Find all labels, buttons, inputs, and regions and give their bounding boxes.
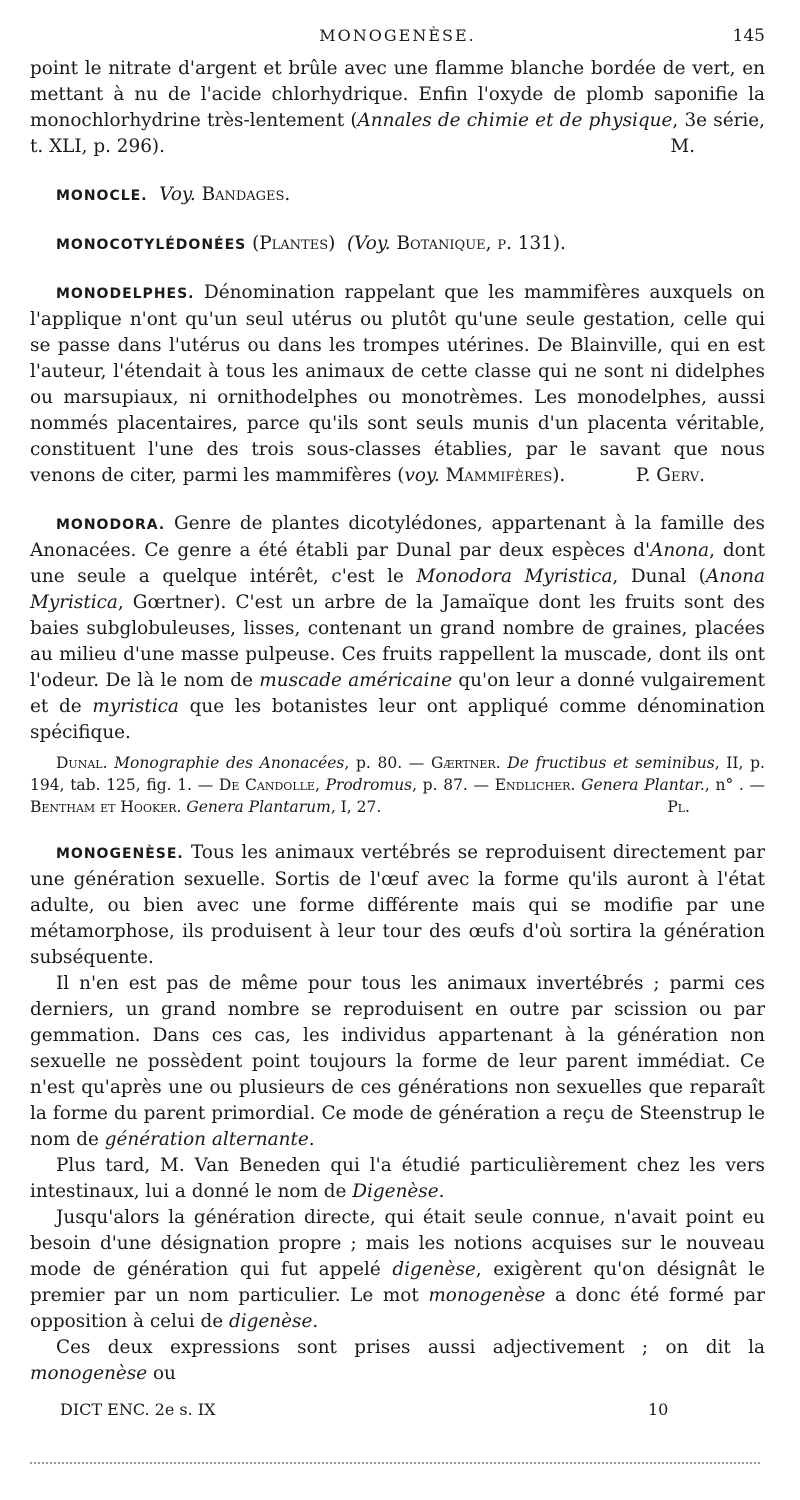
entry-monocotyledonees: MONOCOTYLÉDONÉES (Plantes) (Voy. Botanique, p. 131).: [56, 233, 566, 254]
entry-continuation: point le nitrate d'argent et brûle avec une flamme blanche bordée de vert, en mettant à nu de l'acide chlorhydrique. Enfin l'oxyde de plomb saponifie la monochlorhydrine très-lentement (Annales de chimie et de physique, 3e série, t. XLI, p. 296). M.: [30, 56, 765, 160]
page-number: 145: [732, 26, 765, 46]
page: [30, 26, 765, 1387]
signature-number: 10: [648, 1400, 669, 1419]
paragraph: Plus tard, M. Van Beneden qui l'a étudié particulièrement chez les vers intestinaux, lui a donné le nom de Digenèse.: [30, 1155, 765, 1202]
paragraph: Ces deux expressions sont prises aussi adjectivement ; on dit la monogenèse ou: [30, 1337, 765, 1384]
entry-heading: MONOGENÈSE.: [56, 846, 184, 862]
entry-heading: MONODELPHES.: [56, 286, 195, 302]
running-header: [30, 26, 765, 56]
entry-monodelphes: MONODELPHES. Dénomination rappelant que les mammifères auxquels on l'applique n'ont qu'un seul utérus ou plutôt qu'une seule gestation, celle qui se passe dans l'utérus ou dans les trompes utérines. De Blainville, qui en est l'auteur, l'étendait à tous les animaux de cette classe qui ne sont ni didelphes ou marsupiaux, ni ornithodelphes ou monotrèmes. Les monodelphes, aussi nommés placentaires, parce qu'ils sont seuls munis d'un placenta véritable, constituent l'une des trois sous-classes établies, par le savant que nous venons de citer, parmi les mammifères (voy. Mammifères). P. Gerv.: [30, 280, 765, 489]
entry-heading: MONOCLE.: [56, 188, 148, 204]
author-signature: P. Gerv.: [635, 465, 705, 486]
entry-heading: MONOCOTYLÉDONÉES: [56, 237, 247, 253]
paragraph: Il n'en est pas de même pour tous les animaux invertébrés ; parmi ces derniers, un grand nombre se reproduisent en outre par scission ou par gemmation. Dans ces cas, les individus appartenant à la génération non sexuelle ne possèdent point toujours la forme de leur parent immédiat. Ce n'est qu'après une ou plusieurs de ces générations non sexuelles que reparaît la forme du parent primordial. Ce mode de génération a reçu de Steenstrup le nom de génération alternante.: [30, 973, 765, 1150]
signature-line: [60, 1400, 760, 1426]
entry-heading: MONODORA.: [56, 517, 166, 533]
entry-monocle: MONOCLE. Voy. Bandages.: [56, 184, 291, 205]
bibliography: [30, 752, 765, 818]
signature-mark: DICT ENC. 2e s. IX: [60, 1400, 216, 1419]
bibliography-text: Dunal. Monographie des Anonacées, p. 80. — Gærtner. De fructibus et seminibus, II, p. 194, tab. 125, fig. 1. — De Candolle, Prodromus, p. 87. — Endlicher. Genera Plantar., n° . — Bentham et Hooker. Genera Plantarum, I, 27. Pl.: [30, 754, 765, 816]
author-signature: M.: [670, 136, 695, 157]
entry-monodora: MONODORA. Genre de plantes dicotylédones, appartenant à la famille des Anonacées. Ce genre a été établi par Dunal par deux espèces d'Anona, dont une seule a quelque intérêt, c'est le Monodora Myristica, Dunal (Anona Myristica, Gœrtner). C'est un arbre de la Jamaïque dont les fruits sont des baies subglobuleuses, lisses, contenant un grand nombre de graines, placées au milieu d'une masse pulpeuse. Ces fruits rappellent la muscade, dont ils ont l'odeur. De là le nom de muscade américaine qu'on leur a donné vulgairement et de myristica que les botanistes leur ont appliqué comme dénomination spécifique.: [30, 513, 765, 743]
entry-monogenese: MONOGENÈSE. Tous les animaux vertébrés se reproduisent directement par une génération sexuelle. Sortis de l'œuf avec la forme qu'ils auront à l'état adulte, ou bien avec une forme différente mais qui se modifie par une métamorphose, ils produisent à leur tour des œufs d'où sortira la génération subséquente.: [30, 842, 765, 968]
scan-edge-divider: [30, 1462, 760, 1464]
author-signature: Pl.: [667, 798, 690, 816]
paragraph: Jusqu'alors la génération directe, qui était seule connue, n'avait point eu besoin d'une désignation propre ; mais les notions acquises sur le nouveau mode de génération qui fut appelé digenèse, exigèrent qu'on désignât le premier par un nom particulier. Le mot monogenèse a donc été formé par opposition à celui de digenèse.: [30, 1207, 765, 1332]
running-title: MONOGENÈSE.: [319, 26, 476, 45]
